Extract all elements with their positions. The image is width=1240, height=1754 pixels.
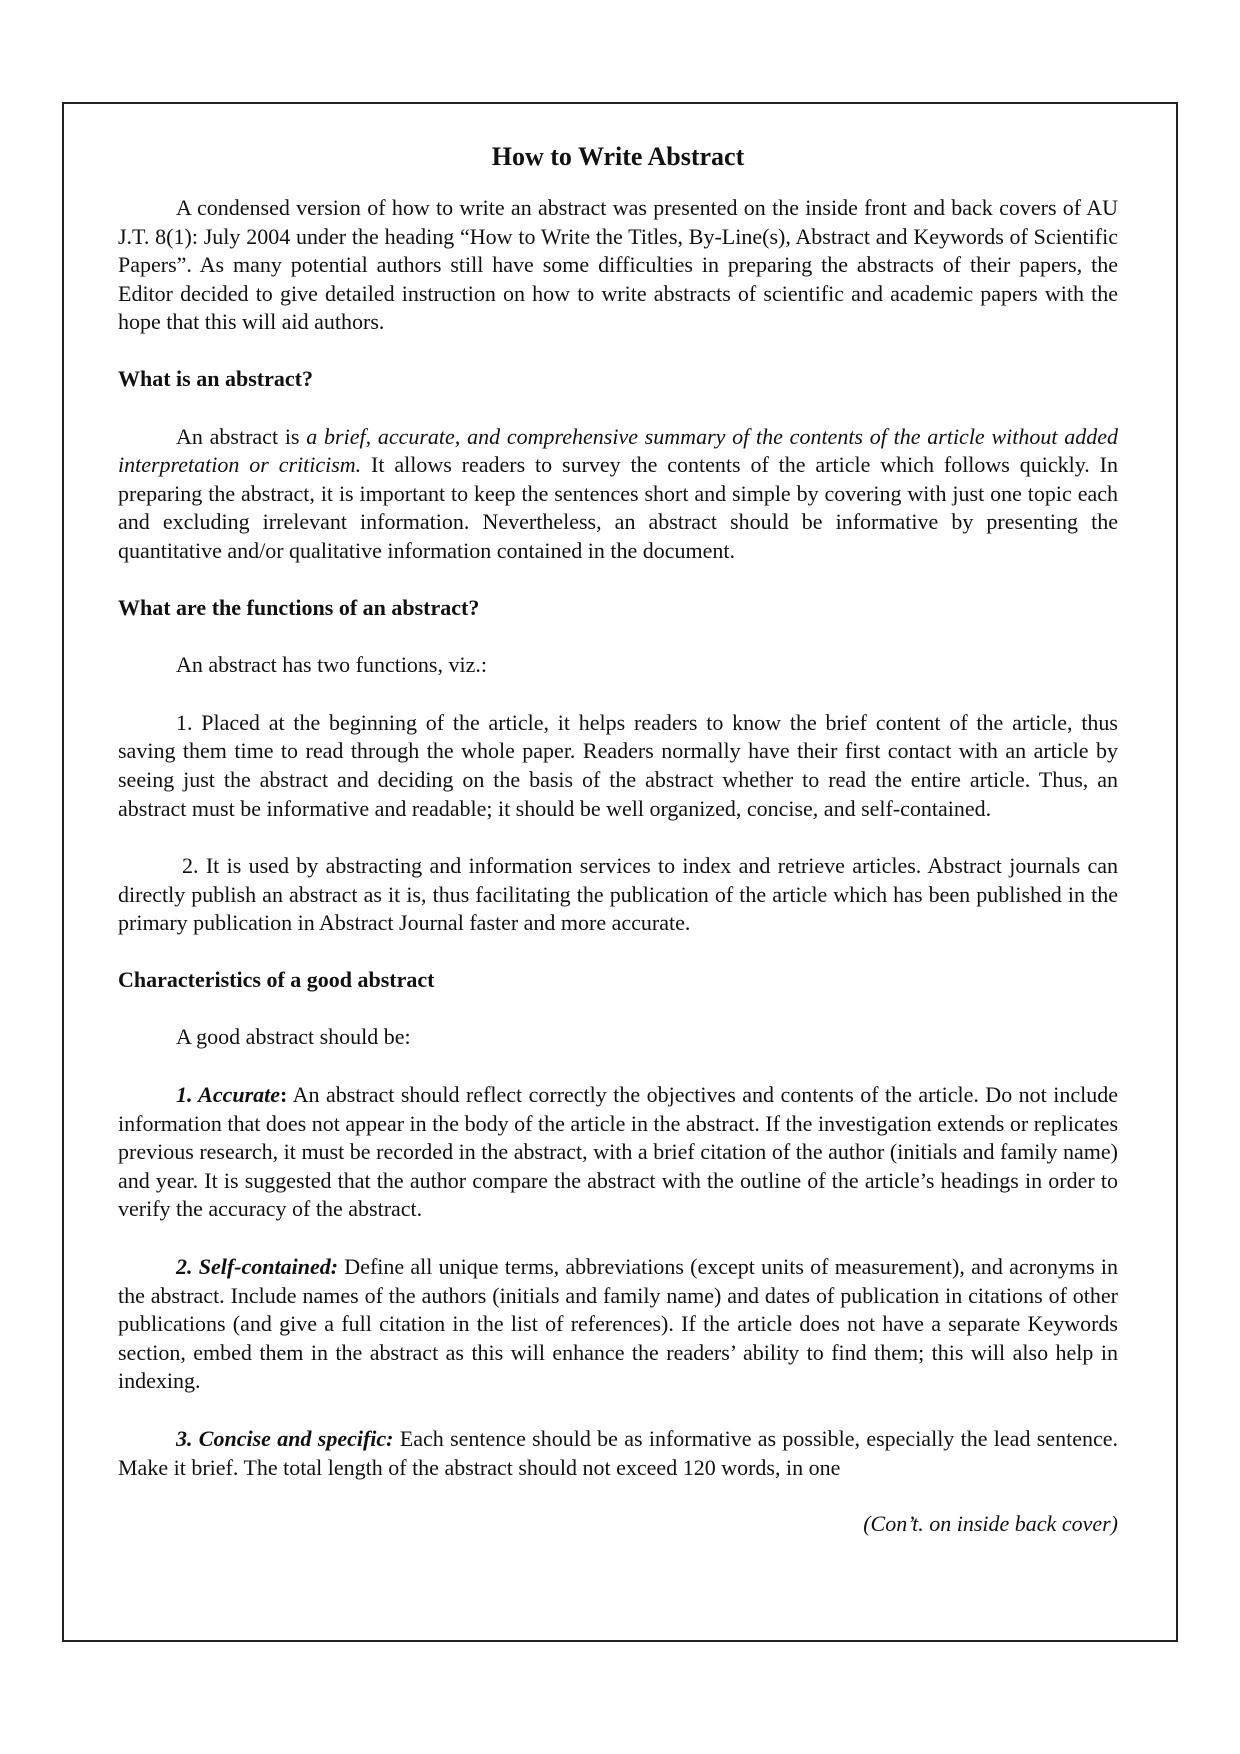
characteristic-concise bbox=[118, 1425, 1118, 1482]
functions-intro: An abstract has two functions, viz.: bbox=[176, 652, 487, 678]
accurate-colon: : bbox=[280, 1082, 288, 1108]
self-contained-text: Define all unique terms, abbreviations (except units of measurement), and acronyms in the abstract. Include names of the authors (initials and family name) and dates of publication in citations of other publications (and give a full citation in the list of references). If the article does not have a separate Keywords section, embed them in the abstract as this will enhance the readers’ ability to find them; this will also help in indexing. bbox=[118, 1254, 1118, 1394]
characteristics-intro: A good abstract should be: bbox=[176, 1024, 411, 1050]
document-body bbox=[118, 140, 1118, 1539]
intro-paragraph: A condensed version of how to write an abstract was presented on the inside front and back covers of AU J.T. 8(1): July 2004 under the heading “How to Write the Titles, By-Line(s), Abstract and Keywords of Scientific Papers”. As many potential authors still have some difficulties in preparing the abstracts of their papers, the Editor decided to give detailed instruction on how to write abstracts of scientific and academic papers with the hope that this will aid authors. bbox=[118, 195, 1118, 335]
what-is-lead: An abstract is bbox=[176, 423, 307, 449]
concise-label: 3. Concise and specific: bbox=[176, 1426, 394, 1451]
accurate-label: 1. Accurate bbox=[176, 1082, 281, 1108]
heading-characteristics: Characteristics of a good abstract bbox=[118, 966, 435, 992]
what-is-rest: It allows readers to survey the contents of the article which follows quickly. In preparing the abstract, it is important to keep the sentences short and simple by covering with just one topic each and excluding irrelevant information. Nevertheless, an abstract should be informative by presenting the quantitative and/or qualitative information contained in the document. bbox=[118, 452, 1118, 563]
document-title: How to Write Abstract bbox=[491, 142, 745, 171]
heading-functions: What are the functions of an abstract? bbox=[118, 594, 480, 620]
what-is-paragraph bbox=[118, 423, 1118, 566]
characteristic-accurate bbox=[118, 1081, 1118, 1224]
characteristic-self-contained bbox=[118, 1253, 1118, 1396]
concise-text: Each sentence should be as informative as possible, especially the lead sentence. Make it brief. The total length of the abstract should not exceed 120 words, in one bbox=[118, 1426, 1118, 1480]
self-contained-label: 2. Self-contained: bbox=[176, 1254, 339, 1280]
heading-what-is-abstract: What is an abstract? bbox=[118, 365, 313, 391]
function-item-2: 2. It is used by abstracting and information services to index and retrieve articles. Abstract journals can directly publish an abstract as it is, thus facilitating the publication of the article which has been published in the primary publication in Abstract Journal faster and more accurate. bbox=[118, 853, 1118, 936]
accurate-text: An abstract should reflect correctly the objectives and contents of the article. Do not include information that does not appear in the body of the article in the abstract. If the investigation extends or replicates previous research, it must be recorded in the abstract, with a brief citation of the author (initials and family name) and year. It is suggested that the author compare the abstract with the outline of the article’s headings in order to verify the accuracy of the abstract. bbox=[118, 1082, 1118, 1222]
abstract-definition: a brief, accurate, and comprehensive summary of the contents of the article without added interpretation or criticism. bbox=[118, 423, 1119, 478]
continuation-note: (Con’t. on inside back cover) bbox=[863, 1511, 1118, 1537]
function-item-1: 1. Placed at the beginning of the article, it helps readers to know the brief content of the article, thus saving them time to read through the whole paper. Readers normally have their first contact with an article by seeing just the abstract and deciding on the basis of the abstract whether to read the entire article. Thus, an abstract must be informative and readable; it should be well organized, concise, and self-contained. bbox=[118, 709, 1118, 821]
